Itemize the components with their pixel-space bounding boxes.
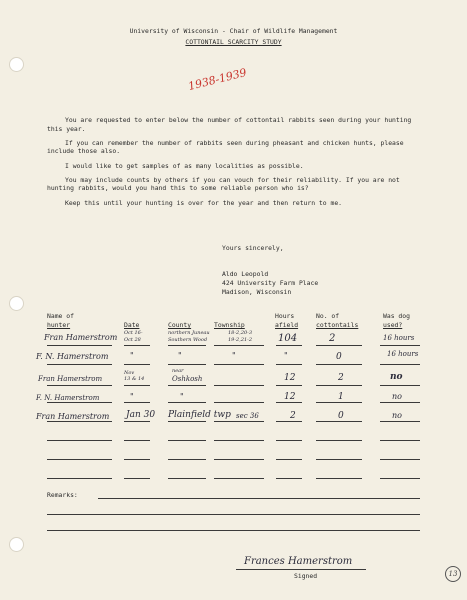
cell-cottontails: 2 [338, 373, 344, 383]
cell-dog: no [390, 372, 403, 382]
table-cell-line [380, 478, 420, 479]
table-cell-line [380, 364, 420, 365]
cell-county: near [172, 368, 184, 374]
cell-date-2: Oct 28 [124, 337, 141, 343]
cell-county: Plainfield twp [168, 410, 231, 420]
remarks-label: Remarks: [47, 491, 78, 499]
cell-date: Jan 30 [126, 410, 156, 420]
table-cell-line [124, 478, 150, 479]
table-cell-line [276, 421, 302, 422]
punch-hole [9, 296, 24, 311]
sender-city: Madison, Wisconsin [222, 288, 292, 296]
table-cell-line [316, 345, 362, 346]
table-cell-line [47, 440, 112, 441]
cell-township: sec 36 [236, 412, 259, 420]
sender-name: Aldo Leopold [222, 270, 269, 278]
table-cell-line [124, 421, 150, 422]
cell-cottontails: 0 [338, 411, 344, 421]
table-cell-line [380, 345, 420, 346]
table-cell-line [47, 478, 112, 479]
page-number: 13 [445, 566, 461, 582]
table-cell-line [214, 402, 264, 403]
table-cell-line [276, 402, 302, 403]
table-cell-line [124, 459, 150, 460]
table-cell-line [168, 459, 206, 460]
sender-address: 424 University Farm Place [222, 279, 319, 287]
cell-county-2: Southern Wood [168, 337, 208, 343]
cell-dog: no [392, 392, 402, 401]
table-cell-line [124, 402, 150, 403]
table-cell-line [316, 478, 362, 479]
cell-date: Nov [124, 370, 135, 376]
table-cell-line [124, 345, 150, 346]
signed-label: Signed [294, 572, 318, 580]
cell-date: Oct 16- [124, 330, 143, 336]
cell-hours: 2 [290, 411, 296, 421]
cell-township: " [232, 351, 236, 360]
table-cell-line [380, 459, 420, 460]
cell-cottontails: 1 [338, 392, 344, 402]
cell-hunter: Fran Hamerstrom [36, 412, 110, 421]
signature: Frances Hamerstrom [244, 556, 353, 567]
table-cell-line [214, 478, 264, 479]
table-cell-line [316, 421, 362, 422]
cell-hours: 12 [284, 392, 296, 402]
table-cell-line [214, 345, 264, 346]
table-cell-line [380, 421, 420, 422]
instruction-paragraph: Keep this until your hunting is over for the year and then return to me. [65, 198, 343, 207]
cell-dog: no [392, 411, 402, 420]
table-cell-line [168, 345, 206, 346]
cell-county-2: Oshkosh [172, 375, 203, 383]
punch-hole [9, 537, 24, 552]
table-cell-line [316, 440, 362, 441]
table-cell-line [276, 478, 302, 479]
cell-date: " [130, 351, 134, 360]
header-dog: Was dog [383, 312, 410, 320]
header-county: County [168, 321, 192, 329]
signature-line [236, 569, 366, 570]
instruction-paragraph: You are requested to enter below the number of cottontail rabbits seen during your hunting this year. [47, 116, 412, 133]
table-cell-line [47, 364, 112, 365]
remarks-line [47, 530, 420, 531]
table-cell-line [276, 440, 302, 441]
table-cell-line [168, 402, 206, 403]
table-cell-line [214, 364, 264, 365]
header-cottontails: No. of [316, 312, 340, 320]
table-cell-line [47, 459, 112, 460]
cell-county: " [178, 351, 182, 360]
form-title: COTTONTAIL SCARCITY STUDY [185, 38, 282, 46]
header-hunter-2: hunter [47, 321, 71, 329]
cell-hunter: F. N. Hamerstrom [36, 352, 109, 361]
cell-date-2: 13 & 14 [124, 376, 145, 382]
table-cell-line [168, 385, 206, 386]
table-cell-line [168, 364, 206, 365]
table-cell-line [47, 402, 112, 403]
header-hunter: Name of [47, 312, 74, 320]
instruction-paragraph: If you can remember the number of rabbits seen during pheasant and chicken hunts, please include those also. [47, 138, 404, 156]
cell-county: northern Juneau [168, 330, 210, 336]
table-cell-line [168, 440, 206, 441]
instruction-paragraph: I would like to get samples of as many localities as possible. [65, 161, 304, 170]
table-cell-line [316, 402, 362, 403]
table-cell-line [276, 364, 302, 365]
table-cell-line [214, 421, 264, 422]
table-cell-line [316, 364, 362, 365]
table-cell-line [47, 345, 112, 346]
table-cell-line [214, 385, 264, 386]
header-township: Township [214, 321, 245, 329]
header-cottontails-2: cottontails [316, 321, 359, 329]
closing: Yours sincerely, [222, 244, 284, 252]
header-hours: Hours [275, 312, 295, 320]
remarks-line [98, 498, 420, 499]
header-hours-2: afield [275, 321, 299, 329]
table-cell-line [47, 421, 112, 422]
table-cell-line [214, 440, 264, 441]
table-cell-line [124, 440, 150, 441]
remarks-line [47, 514, 420, 515]
cell-county: " [180, 392, 184, 401]
table-cell-line [214, 459, 264, 460]
cell-hunter: Fran Hamerstrom [38, 375, 103, 383]
cell-cottontails: 2 [329, 333, 336, 344]
cell-hours: 104 [278, 333, 298, 344]
cell-hours: " [284, 351, 288, 360]
instructions-body [47, 116, 427, 213]
cell-hunter: Fran Hamerstrom [44, 333, 118, 342]
cell-township-2: 19-2,21-2 [228, 337, 253, 343]
table-cell-line [168, 421, 206, 422]
institution-heading: University of Wisconsin - Chair of Wildlife Management [129, 27, 338, 35]
table-cell-line [316, 385, 362, 386]
table-cell-line [168, 478, 206, 479]
cell-hunter: F. N. Hamerstrom [36, 394, 100, 402]
table-cell-line [380, 402, 420, 403]
cell-township: 18-2,20-3 [228, 330, 253, 336]
table-cell-line [380, 385, 420, 386]
header-dog-2: used? [383, 321, 403, 329]
header-date: Date [124, 321, 140, 329]
cell-dog: 16 hours [383, 334, 415, 342]
table-cell-line [380, 440, 420, 441]
table-cell-line [47, 385, 112, 386]
punch-hole [9, 57, 24, 72]
instruction-paragraph: You may include counts by others if you can vouch for their reliability. If you are not hunting rabbits, would you hand this to some reliable person who is? [47, 175, 400, 193]
table-cell-line [276, 385, 302, 386]
cell-cottontails: 0 [336, 352, 342, 362]
handwritten-year: 1938-1939 [186, 65, 248, 93]
cell-date: " [130, 392, 134, 401]
table-cell-line [124, 385, 150, 386]
table-cell-line [124, 364, 150, 365]
table-cell-line [276, 345, 302, 346]
table-cell-line [276, 459, 302, 460]
cell-hours: 12 [284, 373, 296, 383]
table-cell-line [316, 459, 362, 460]
cell-dog: 16 hours [387, 350, 419, 358]
